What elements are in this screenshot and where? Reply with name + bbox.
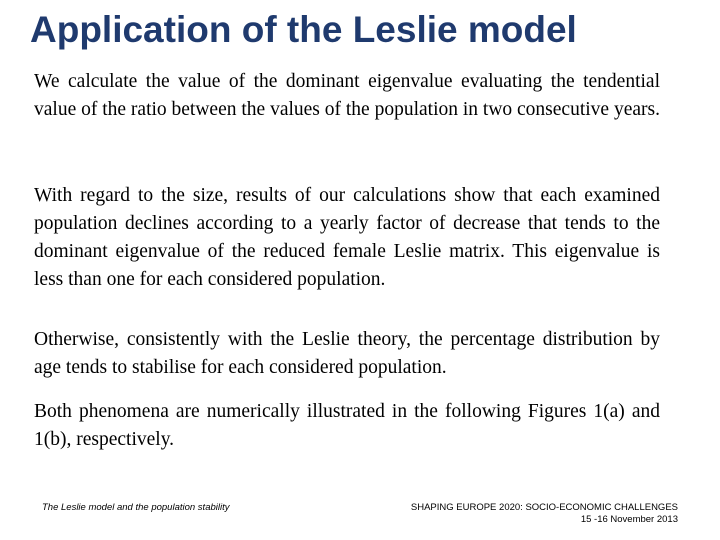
paragraph-dominant-eigenvalue: We calculate the value of the dominant eigenvalue evaluating the tendential value of the ratio between the values of the population in two consecutive years. — [34, 71, 660, 120]
paragraph-age-distribution: Otherwise, consistently with the Leslie theory, the percentage distribution by age tends to stabilise for each considered population. — [34, 329, 660, 378]
slide-title: Application of the Leslie model — [30, 9, 577, 50]
paragraph-figures-reference: Both phenomena are numerically illustrated in the following Figures 1(a) and 1(b), respectively. — [34, 401, 660, 450]
footer-conference-name: SHAPING EUROPE 2020: SOCIO-ECONOMIC CHALLENGES — [410, 502, 678, 513]
footer-conference — [411, 502, 678, 526]
footer-presentation-title: The Leslie model and the population stability — [42, 502, 230, 513]
paragraph-population-size: With regard to the size, results of our calculations show that each examined population declines according to a yearly factor of decrease that tends to the dominant eigenvalue of the reduced female Leslie matrix. This eigenvalue is less than one for each considered population. — [34, 185, 660, 290]
footer-conference-date: 15 -16 November 2013 — [580, 514, 678, 525]
